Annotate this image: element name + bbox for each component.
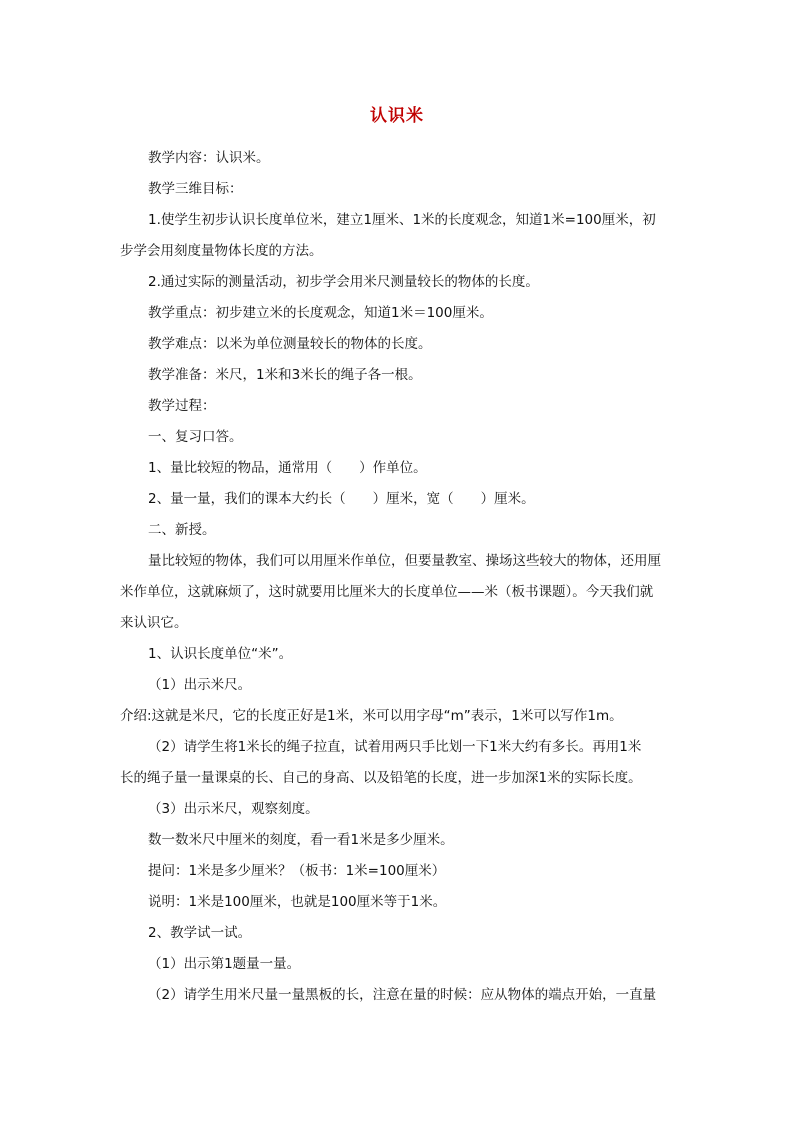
document-title: 认识米 xyxy=(370,106,424,126)
teaching-objectives-heading: 教学三维目标： xyxy=(148,181,243,197)
introduction-note: 介绍:这就是米尺，它的长度正好是1米，米可以用字母“m”表示，1米可以写作1m。 xyxy=(120,708,623,724)
count-scale-note: 数一数米尺中厘米的刻度，看一看1米是多少厘米。 xyxy=(148,832,454,848)
teaching-difficulty: 教学难点：以米为单位测量较长的物体的长度。 xyxy=(148,336,432,352)
review-question-1: 1、量比较短的物品，通常用（ ）作单位。 xyxy=(148,460,427,476)
step-1-1: （1）出示米尺。 xyxy=(148,677,252,693)
intro-paragraph-line-1: 量比较短的物体，我们可以用厘米作单位，但要量教室、操场这些较大的物体，还用厘 xyxy=(148,553,661,569)
teaching-preparation: 教学准备：米尺，1米和3米长的绳子各一根。 xyxy=(148,367,422,383)
step-1-heading: 1、认识长度单位“米”。 xyxy=(148,646,293,662)
step-1-2-line-2: 长的绳子量一量课桌的长、自己的身高、以及铅笔的长度，进一步加深1米的实际长度。 xyxy=(120,770,642,786)
objective-2: 2.通过实际的测量活动，初步学会用米尺测量较长的物体的长度。 xyxy=(148,274,539,290)
step-1-3: （3）出示米尺，观察刻度。 xyxy=(148,801,319,817)
document-body xyxy=(120,143,680,1011)
objective-1-line-1: 1.使学生初步认识长度单位米，建立1厘米、1米的长度观念，知道1米=100厘米，初 xyxy=(148,212,656,228)
teaching-content: 教学内容：认识米。 xyxy=(148,150,270,166)
teaching-key-point: 教学重点：初步建立米的长度观念，知道1米＝100厘米。 xyxy=(148,305,493,321)
intro-paragraph-line-2: 米作单位，这就麻烦了，这时就要用比厘米大的长度单位——米（板书课题）。今天我们就 xyxy=(120,584,654,600)
section-review-heading: 一、复习口答。 xyxy=(148,429,243,445)
step-1-2-line-1: （2）请学生将1米长的绳子拉直，试着用两只手比划一下1米大约有多长。再用1米 xyxy=(148,739,642,755)
step-2-heading: 2、教学试一试。 xyxy=(148,925,252,941)
step-2-2: （2）请学生用米尺量一量黑板的长，注意在量的时候：应从物体的端点开始，一直量 xyxy=(148,987,657,1003)
objective-1-line-2: 步学会用刻度量物体长度的方法。 xyxy=(120,243,323,259)
review-question-2: 2、量一量，我们的课本大约长（ ）厘米，宽（ ）厘米。 xyxy=(148,491,535,507)
question-note: 提问：1米是多少厘米？（板书：1米=100厘米） xyxy=(148,863,446,879)
step-2-1: （1）出示第1题量一量。 xyxy=(148,956,301,972)
explanation-note: 说明：1米是100厘米，也就是100厘米等于1米。 xyxy=(148,894,447,910)
teaching-process-heading: 教学过程： xyxy=(148,398,216,414)
section-new-lesson-heading: 二、新授。 xyxy=(148,522,216,538)
intro-paragraph-line-3: 来认识它。 xyxy=(120,615,188,631)
